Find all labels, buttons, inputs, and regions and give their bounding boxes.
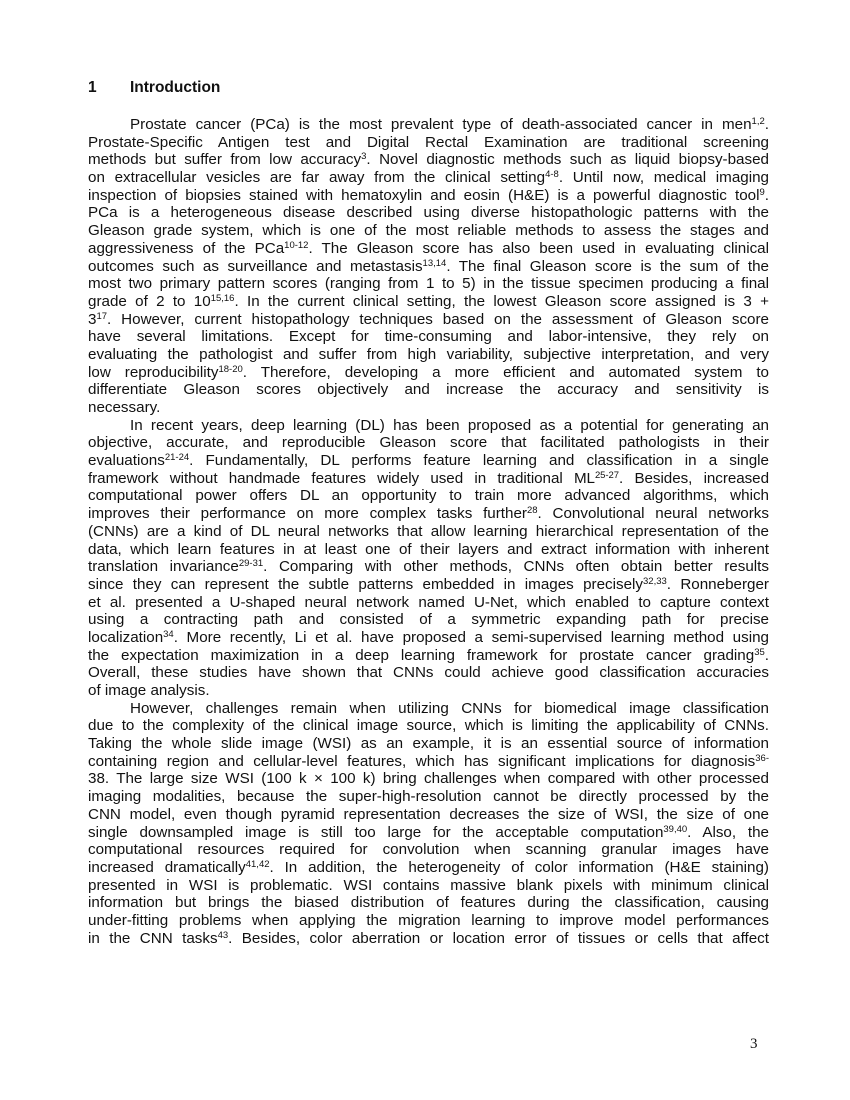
text-run: translation invariance [88, 558, 239, 576]
text-line [88, 417, 769, 435]
text-run: Prostate-Specific Antigen test and Digital Rectal Examination are traditional screening [88, 133, 769, 151]
text-line [88, 258, 769, 276]
text-run: the expectation maximization in a deep learning framework for prostate cancer grading [88, 646, 755, 664]
text-line [88, 381, 769, 399]
text-line [88, 647, 769, 665]
text-run: . Therefore, developing a more efficient and automated system to [242, 363, 769, 381]
text-line [88, 487, 769, 505]
text-run: outcomes such as surveillance and metastasis [88, 257, 423, 275]
text-run: . The Gleason score has also been used in evaluating clinical [308, 239, 769, 257]
text-line [88, 912, 769, 930]
text-run: low reproducibility [88, 363, 219, 381]
citation-superscript: 13,14 [422, 257, 447, 269]
text-line [88, 894, 769, 912]
text-run: 3 [88, 310, 97, 328]
text-run: framework without handmade features widely used in traditional ML [88, 469, 595, 487]
text-line [88, 824, 769, 842]
text-run: Taking the whole slide image (WSI) as an example, it is an essential source of information [88, 735, 769, 753]
citation-superscript: 3 [361, 151, 367, 163]
text-run: In recent years, deep learning (DL) has been proposed as a potential for generating an [130, 416, 769, 434]
section-heading [88, 79, 220, 97]
text-run: However, challenges remain when utilizing CNNs for biomedical image classification [130, 699, 769, 717]
text-run: of image analysis. [88, 682, 210, 699]
text-line [88, 169, 769, 187]
text-run: . Comparing with other methods, CNNs often obtain better results [263, 558, 769, 576]
text-run: . In the current clinical setting, the lowest Gleason score assigned is 3 + [234, 292, 769, 310]
text-run: increased dramatically [88, 858, 246, 876]
citation-superscript: 39,40 [663, 823, 688, 835]
text-line [88, 346, 769, 364]
text-run: . Fundamentally, DL performs feature learning and classification in a single [189, 452, 769, 470]
citation-superscript: 28 [526, 505, 538, 517]
text-run: . Besides, increased [619, 469, 769, 487]
text-run: inspection of biopsies stained with hematoxylin and eosin (H&E) is a powerful diagnostic tool [88, 186, 760, 204]
text-run: evaluating the pathologist and suffer from high variability, subjective interpretation, and very [88, 345, 769, 363]
text-line [88, 187, 769, 205]
citation-superscript: 17 [96, 310, 108, 322]
citation-superscript: 25-27 [594, 469, 619, 481]
text-line [88, 505, 769, 523]
text-line [88, 399, 769, 417]
text-run: presented in WSI is problematic. WSI contains massive blank pixels with minimum clinical [88, 876, 769, 894]
text-line [88, 841, 769, 859]
text-run: Gleason grade system, which is one of the most reliable methods to assess the stages and [88, 222, 769, 240]
citation-superscript: 15,16 [210, 292, 235, 304]
text-run: . Novel diagnostic methods such as liquid biopsy-based [366, 151, 769, 169]
text-line [88, 222, 769, 240]
text-line [88, 576, 769, 594]
section-number: 1 [88, 79, 97, 96]
text-run: CNN model, even though pyramid representation decreases the size of WSI, the size of one [88, 805, 769, 823]
text-line [88, 664, 769, 682]
text-run: et al. presented a U-shaped neural network named U-Net, which enabled to capture context [88, 593, 769, 611]
text-run: . Ronneberger [666, 575, 769, 593]
text-run: improves their performance on more complex tasks further [88, 505, 527, 523]
body-text [88, 116, 769, 947]
text-run: . Convolutional neural networks [537, 505, 769, 523]
text-line [88, 930, 769, 948]
text-line [88, 682, 769, 700]
page-number: 3 [750, 1036, 758, 1052]
text-run: have several limitations. Except for time-consuming and labor-intensive, they rely on [88, 328, 769, 346]
text-line [88, 275, 769, 293]
citation-superscript: 32,33 [643, 575, 667, 587]
text-run: data, which learn features in at least one of their layers and extract information with inherent [88, 540, 769, 558]
text-line [88, 134, 769, 152]
text-run: . Besides, color aberration or location error of tissues or cells that affect [228, 929, 769, 947]
paragraph [88, 116, 769, 417]
citation-superscript: 9 [759, 186, 765, 198]
text-run: since they can represent the subtle patterns embedded in images precisely [88, 575, 643, 593]
text-run: evaluations [88, 452, 165, 470]
text-run: . [764, 186, 769, 204]
text-run: . The large size WSI (100 k × 100 k) bring challenges when compared with other processed [104, 770, 769, 788]
citation-superscript: 4-8 [545, 169, 559, 181]
citation-superscript: 41,42 [245, 858, 270, 870]
text-run: . Also, the [687, 823, 769, 841]
text-line [88, 877, 769, 895]
text-run: (CNNs) are a kind of DL neural networks that allow learning hierarchical representation of the [88, 522, 769, 540]
text-line [88, 293, 769, 311]
text-line [88, 240, 769, 258]
text-run: single downsampled image is still too large for the acceptable computation [88, 823, 664, 841]
text-line [88, 364, 769, 382]
citation-superscript: 36- [755, 752, 769, 764]
text-line [88, 328, 769, 346]
text-run: imaging modalities, because the super-high-resolution cannot be directly processed by the [88, 788, 769, 806]
text-line [88, 204, 769, 222]
text-run: 38 [88, 770, 105, 788]
text-run: necessary. [88, 399, 161, 416]
text-run: Prostate cancer (PCa) is the most prevalent type of death-associated cancer in men [130, 116, 752, 133]
text-run: containing region and cellular-level features, which has significant implications for diagnosis [88, 752, 756, 770]
text-run: methods but suffer from low accuracy [88, 151, 362, 169]
citation-superscript: 29-31 [238, 558, 264, 570]
citation-superscript: 43 [217, 929, 229, 941]
text-line [88, 116, 769, 134]
text-run: . More recently, Li et al. have proposed a semi-supervised learning method using [173, 628, 769, 646]
text-run: computational power offers DL an opportunity to train more advanced algorithms, which [88, 487, 769, 505]
text-line [88, 470, 769, 488]
text-line [88, 541, 769, 559]
text-line [88, 611, 769, 629]
text-run: under-fitting problems when applying the migration learning to improve model performances [88, 911, 769, 929]
text-run: . Until now, medical imaging [558, 169, 769, 187]
text-line [88, 700, 769, 718]
text-run: due to the complexity of the clinical image source, which is limiting the applicability of CNNs. [88, 717, 769, 735]
text-run: information but brings the biased distribution of features during the classification, causing [88, 894, 769, 912]
text-run: on extracellular vesicles are far away from the clinical setting [88, 169, 546, 187]
text-run: most two primary pattern scores (ranging from 1 to 5) in the tissue specimen producing a final [88, 275, 769, 293]
text-run: grade of 2 to 10 [88, 292, 211, 310]
citation-superscript: 18-20 [218, 363, 243, 375]
text-line [88, 434, 769, 452]
section-title: Introduction [130, 79, 221, 96]
citation-superscript: 10-12 [284, 239, 309, 251]
text-line [88, 558, 769, 576]
text-line [88, 806, 769, 824]
text-run: objective, accurate, and reproducible Gleason score that facilitated pathologists in their [88, 434, 769, 452]
text-run: Overall, these studies have shown that CNNs could achieve good classification accuracies [88, 664, 769, 682]
citation-superscript: 1,2 [751, 116, 765, 127]
text-line [88, 717, 769, 735]
text-line [88, 452, 769, 470]
text-run: differentiate Gleason scores objectively and increase the accuracy and sensitivity is [88, 381, 769, 399]
text-run: . The final Gleason score is the sum of the [446, 257, 769, 275]
text-line [88, 594, 769, 612]
text-run: in the CNN tasks [88, 929, 218, 947]
text-line [88, 735, 769, 753]
text-run: . [764, 646, 769, 664]
text-run: aggressiveness of the PCa [88, 239, 285, 257]
text-line [88, 753, 769, 771]
paragraph [88, 700, 769, 948]
text-line [88, 151, 769, 169]
citation-superscript: 21-24 [164, 452, 190, 464]
text-line [88, 311, 769, 329]
citation-superscript: 35 [754, 646, 765, 658]
text-run: PCa is a heterogeneous disease described using diverse histopathologic patterns with the [88, 204, 769, 222]
text-run: . However, current histopathology techniques based on the assessment of Gleason score [107, 310, 769, 328]
citation-superscript: 34 [163, 628, 174, 640]
text-run: . [764, 116, 769, 133]
text-run: localization [88, 628, 164, 646]
text-line [88, 523, 769, 541]
text-line [88, 859, 769, 877]
text-line [88, 770, 769, 788]
text-line [88, 788, 769, 806]
text-line [88, 629, 769, 647]
text-run: computational resources required for convolution when scanning granular images have [88, 841, 769, 859]
text-run: using a contracting path and consisted of a symmetric expanding path for precise [88, 611, 769, 629]
paragraph [88, 417, 769, 700]
text-run: . In addition, the heterogeneity of color information (H&E staining) [269, 858, 769, 876]
